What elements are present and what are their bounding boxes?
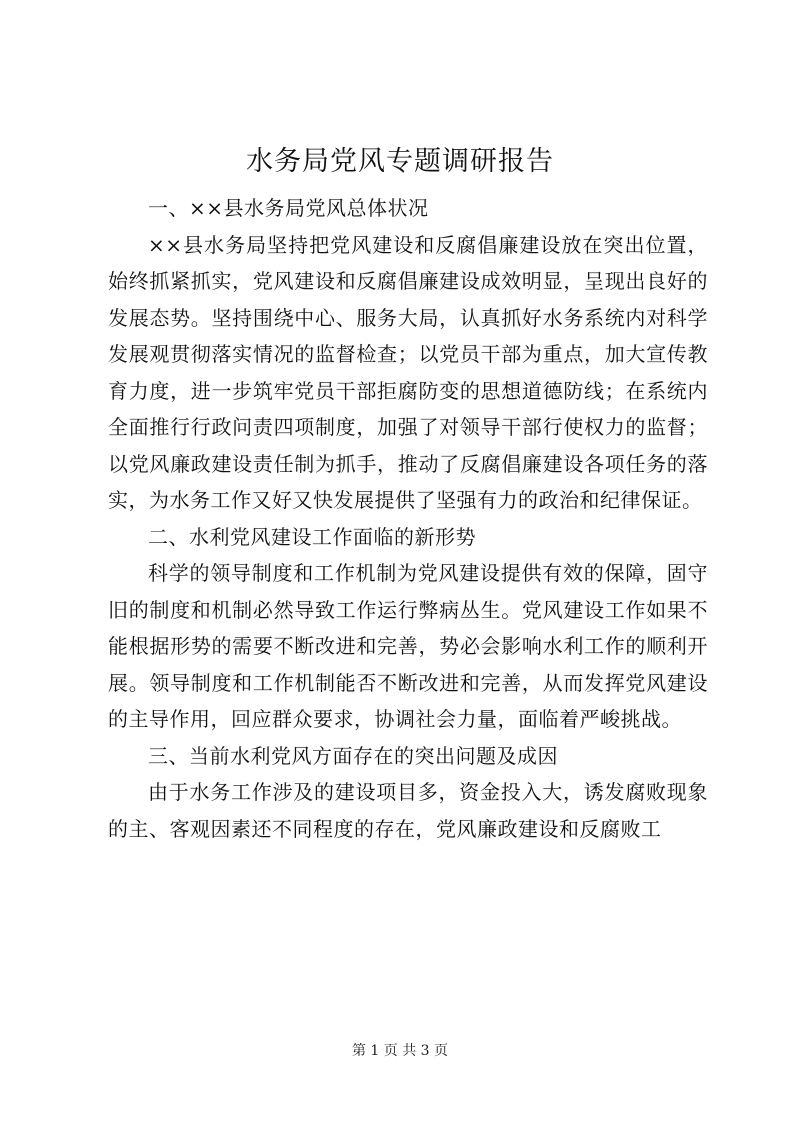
body-paragraph-2: 科学的领导制度和工作机制为党风建设提供有效的保障，固守旧的制度和机制必然导致工作运行弊病丛生。党风建设工作如果不能根据形势的需要不断改进和完善，势必会影响水利工作的顺利开展。领导制度和工作机制能否不断改进和完善，从而发挥党风建设的主导作用，回应群众要求，协调社会力量，面临着严峻挑战。 [108,561,708,731]
section-heading-2: 二、水利党风建设工作面临的新形势 [148,524,476,549]
document-body [108,190,708,847]
section-heading-1: 一、××县水务局党风总体状况 [148,196,429,220]
body-paragraph-3: 由于水务工作涉及的建设项目多，资金投入大，诱发腐败现象的主、客观因素还不同程度的存在，党风廉政建设和反腐败工 [108,780,708,841]
page-number-footer: 第 1 页 共 3 页 [351,1043,449,1059]
body-paragraph-1: ××县水务局坚持把党风建设和反腐倡廉建设放在突出位置，始终抓紧抓实，党风建设和反腐倡廉建设成效明显，呈现出良好的发展态势。坚持围绕中心、服务大局，认真抓好水务系统内对科学发展观贯彻落实情况的监督检查；以党员干部为重点，加大宣传教育力度，进一步筑牢党员干部拒腐防变的思想道德防线；在系统内全面推行行政问责四项制度，加强了对领导干部行使权力的监督；以党风廉政建设责任制为抓手，推动了反腐倡廉建设各项任务的落实，为水务工作又好又快发展提供了坚强有力的政治和纪律保证。 [108,232,708,512]
section-heading-3: 三、当前水利党风方面存在的突出问题及成因 [148,743,558,768]
document-title: 水务局党风专题调研报告 [246,146,554,177]
